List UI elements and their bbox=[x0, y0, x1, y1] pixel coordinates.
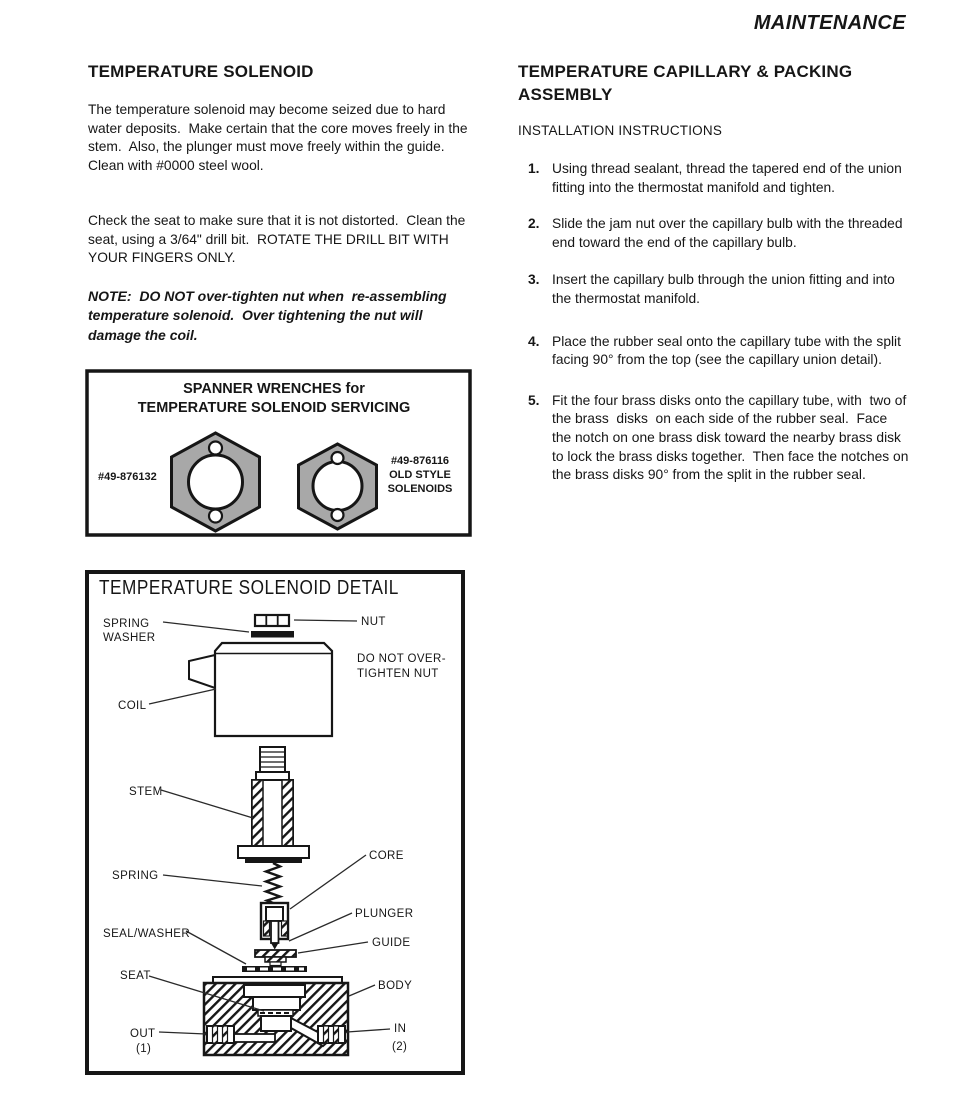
label-nut: NUT bbox=[361, 616, 386, 628]
wrench-right-bottom-hole bbox=[332, 509, 344, 521]
solenoid-detail-figure bbox=[85, 570, 465, 1075]
spanner-title-line1: SPANNER WRENCHES for bbox=[183, 381, 365, 397]
installation-steps-list bbox=[518, 160, 914, 485]
step-number: 1. bbox=[528, 161, 540, 176]
spanner-wrenches-figure bbox=[85, 369, 472, 537]
label-in: IN bbox=[394, 1023, 407, 1035]
seal-washer-shape bbox=[242, 966, 307, 972]
installation-step-1 bbox=[518, 160, 910, 197]
label-stem: STEM bbox=[129, 786, 163, 798]
spanner-title-line2: TEMPERATURE SOLENOID SERVICING bbox=[137, 400, 411, 416]
label-seat: SEAT bbox=[120, 970, 151, 982]
label-core: CORE bbox=[369, 850, 404, 862]
installation-step-5 bbox=[518, 392, 914, 485]
label-out: OUT bbox=[130, 1028, 156, 1040]
nut-shape bbox=[255, 615, 289, 626]
step-text: Place the rubber seal onto the capillary tube with the split facing 90° from the top (see the capillary union detail). bbox=[552, 333, 905, 368]
installation-step-2 bbox=[518, 215, 910, 252]
detail-title: TEMPERATURE SOLENOID DETAIL bbox=[99, 576, 399, 600]
label-body: BODY bbox=[378, 980, 413, 992]
label-spring: SPRING bbox=[112, 870, 159, 882]
wrench-left-center-hole bbox=[189, 455, 243, 509]
label-in-number: (2) bbox=[392, 1041, 408, 1053]
spanner-right-part-desc-2: SOLENOIDS bbox=[387, 483, 453, 495]
left-paragraph-1: The temperature solenoid may become seized due to hard water deposits. Make certain that the core moves freely in the stem. Also, the plunger must move freely within the guide. Clean with #0000 steel wool. bbox=[88, 102, 472, 173]
step-number: 5. bbox=[528, 392, 540, 408]
label-warning-line2: TIGHTEN NUT bbox=[357, 668, 439, 680]
installation-step-4 bbox=[518, 333, 910, 370]
label-plunger: PLUNGER bbox=[355, 908, 414, 920]
step-text: Insert the capillary bulb through the union fitting and into the thermostat manifold. bbox=[552, 272, 899, 306]
note-paragraph: NOTE: DO NOT over-tighten nut when re-assembling temperature solenoid. Over tightening the nut will damage the coil. bbox=[88, 288, 451, 343]
label-guide: GUIDE bbox=[372, 937, 411, 949]
page-header: MAINTENANCE bbox=[753, 12, 906, 34]
step-text: Slide the jam nut over the capillary bulb with the threaded end toward the end of the capillary bulb. bbox=[552, 216, 907, 250]
step-number: 3. bbox=[528, 272, 540, 288]
spanner-left-part-number: #49-876132 bbox=[98, 471, 157, 483]
label-coil: COIL bbox=[118, 700, 147, 712]
wrench-left-top-hole bbox=[209, 442, 222, 455]
label-out-number: (1) bbox=[136, 1043, 152, 1055]
step-text: Using thread sealant, thread the tapered end of the union fitting into the thermostat manifold and tighten. bbox=[552, 161, 906, 195]
left-section-heading: TEMPERATURE SOLENOID bbox=[88, 62, 314, 81]
left-paragraph-2: Check the seat to make sure that it is not distorted. Clean the seat, using a 3/64" drill bit. ROTATE THE DRILL BIT WITH YOUR FINGERS ONLY. bbox=[88, 213, 470, 266]
spring-washer-shape bbox=[251, 631, 294, 638]
body-shape bbox=[204, 977, 348, 1055]
installation-step-3 bbox=[518, 271, 910, 308]
step-text: Fit the four brass disks onto the capillary tube, with two of the brass disks on each side of the rubber seal. Face the notch on one brass disk toward the nearby brass disk to lock the brass disks together. Then face the notches on the brass disks 90° from the split in the rubber seal. bbox=[552, 392, 914, 483]
label-warning-line1: DO NOT OVER- bbox=[357, 653, 446, 665]
wrench-right-center-hole bbox=[313, 462, 362, 511]
step-number: 2. bbox=[528, 216, 540, 232]
label-seal-washer: SEAL/WASHER bbox=[103, 928, 191, 940]
spanner-right-part-desc-1: OLD STYLE bbox=[389, 469, 451, 481]
right-section-heading: TEMPERATURE CAPILLARY & PACKING ASSEMBLY bbox=[518, 62, 853, 104]
step-number: 4. bbox=[528, 333, 540, 349]
installation-instructions-subheading: INSTALLATION INSTRUCTIONS bbox=[518, 123, 723, 138]
wrench-left-bottom-hole bbox=[209, 510, 222, 523]
label-spring-washer-line2: WASHER bbox=[103, 632, 156, 644]
spanner-right-part-number: #49-876116 bbox=[390, 455, 450, 467]
label-spring-washer-line1: SPRING bbox=[103, 618, 150, 630]
wrench-right-top-hole bbox=[332, 452, 344, 464]
